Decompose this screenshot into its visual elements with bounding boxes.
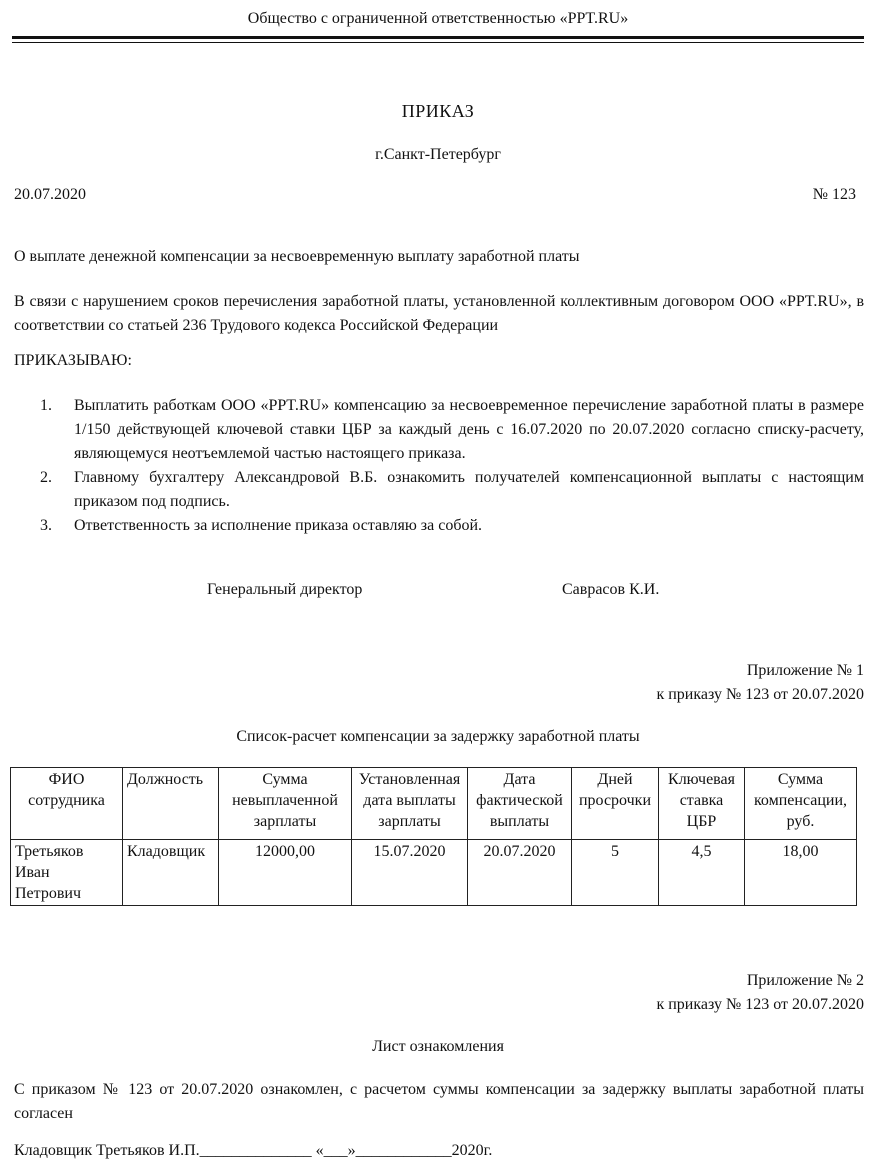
order-items-list: [40, 394, 864, 538]
order-date: 20.07.2020: [14, 186, 86, 203]
col-header-position: Должность: [123, 768, 219, 840]
order-command: ПРИКАЗЫВАЮ:: [14, 352, 132, 369]
appendix2-title: Лист ознакомления: [372, 1038, 504, 1055]
col-header-days-late: Дней просрочки: [572, 768, 659, 840]
list-item-text: Выплатить работкам ООО «PPT.RU» компенсацию за несвоевременное перечисление заработной платы в размере 1/150 действующей ключевой ставки ЦБР за каждый день с 16.07.2020 по 20.07.2020 согласно списку-расчету, являющемуся неотъемлемой частью настоящего приказа.: [74, 397, 864, 462]
document-title: ПРИКАЗ: [401, 101, 475, 121]
list-item-number: 1.: [40, 397, 52, 414]
signature-position: Генеральный директор: [207, 581, 363, 598]
list-item-number: 3.: [40, 517, 52, 534]
cell-compensation: 18,00: [745, 840, 857, 906]
cell-key-rate: 4,5: [659, 840, 745, 906]
col-header-name: ФИО сотрудника: [11, 768, 123, 840]
cell-days-late: 5: [572, 840, 659, 906]
col-header-unpaid-amount: Сумма невыплаченной зарплаты: [219, 768, 352, 840]
appendix2-label: Приложение № 2: [746, 972, 864, 989]
list-item-text: Ответственность за исполнение приказа оставляю за собой.: [74, 517, 483, 534]
table-row: [11, 840, 857, 906]
cell-unpaid-amount: 12000,00: [219, 840, 352, 906]
signature-name: Саврасов К.И.: [562, 581, 660, 598]
order-subject: О выплате денежной компенсации за несвоевременную выплату заработной платы: [14, 248, 580, 265]
col-header-due-date: Установленная дата выплаты зарплаты: [352, 768, 468, 840]
order-number: № 123: [812, 186, 856, 203]
cell-name: Третьяков Иван Петрович: [11, 840, 123, 906]
acknowledgement-text: С приказом № 123 от 20.07.2020 ознакомлен, с расчетом суммы компенсации за задержку выплаты заработной платы согласен: [14, 1081, 864, 1122]
list-item: [40, 514, 864, 538]
header-rule-thick: [12, 36, 864, 39]
header-rule-thin: [12, 42, 864, 43]
list-item-number: 2.: [40, 469, 52, 486]
table-header-row: [11, 768, 857, 840]
cell-position: Кладовщик: [123, 840, 219, 906]
col-header-compensation: Сумма компенсации, руб.: [745, 768, 857, 840]
list-item-text: Главному бухгалтеру Александровой В.Б. ознакомить получателей компенсационной выплаты с настоящим приказом под подпись.: [74, 469, 864, 510]
col-header-actual-date: Дата фактической выплаты: [468, 768, 572, 840]
appendix1-label: Приложение № 1: [746, 662, 864, 679]
acknowledgement-signature-line: Кладовщик Третьяков И.П.______________ «___»____________2020г.: [14, 1142, 493, 1159]
appendix1-title: Список-расчет компенсации за задержку заработной платы: [236, 728, 640, 745]
city: г.Санкт-Петербург: [375, 146, 501, 163]
compensation-table: [10, 767, 857, 906]
list-item: [40, 466, 864, 514]
appendix2-ref: к приказу № 123 от 20.07.2020: [656, 996, 864, 1013]
cell-actual-date: 20.07.2020: [468, 840, 572, 906]
organization-name: Общество с ограниченной ответственностью «PPT.RU»: [247, 10, 629, 27]
list-item: [40, 394, 864, 466]
appendix1-ref: к приказу № 123 от 20.07.2020: [656, 686, 864, 703]
cell-due-date: 15.07.2020: [352, 840, 468, 906]
col-header-key-rate: Ключевая ставка ЦБР: [659, 768, 745, 840]
order-preamble: В связи с нарушением сроков перечисления заработной платы, установленной коллективным договором ООО «PPT.RU», в соответствии со статьей 236 Трудового кодекса Российской Федерации: [14, 293, 864, 334]
